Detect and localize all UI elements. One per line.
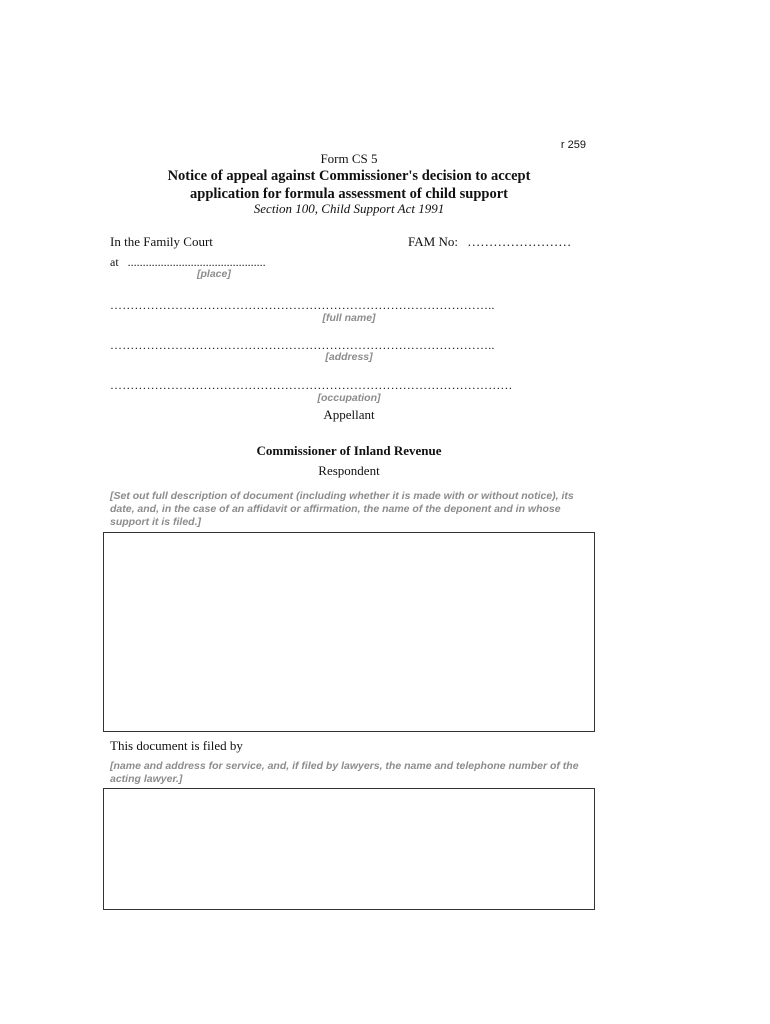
- form-title-line-1: Notice of appeal against Commissioner's decision to accept: [167, 168, 531, 184]
- form-title: [0, 167, 698, 203]
- place-dots[interactable]: ..............................................: [127, 255, 266, 269]
- statute-reference: Section 100, Child Support Act 1991: [253, 201, 445, 216]
- filed-by-box[interactable]: [103, 788, 595, 910]
- respondent-label: Respondent: [318, 463, 380, 478]
- place-field[interactable]: [110, 255, 266, 270]
- full-name-field[interactable]: …………………………………………………………………………………..: [110, 298, 495, 312]
- occupation-field[interactable]: ………………………………………………………………………………………: [110, 378, 513, 392]
- fam-number-label: FAM No:: [408, 234, 458, 249]
- fam-number-value[interactable]: ……………………: [467, 234, 572, 249]
- place-at-label: at: [110, 255, 119, 269]
- respondent-name: Commissioner of Inland Revenue: [256, 443, 442, 458]
- rule-reference: r 259: [560, 139, 586, 151]
- court-label: In the Family Court: [110, 234, 213, 249]
- full-name-hint: [full name]: [322, 312, 376, 324]
- appellant-label: Appellant: [323, 407, 375, 422]
- document-description-instruction: [Set out full description of document (including whether it is made with or without notice), its date, and, in the case of an affidavit or affirmation, the name of the deponent and in whose support it is filed.]: [110, 490, 574, 528]
- address-hint: [address]: [325, 351, 373, 363]
- place-hint: [place]: [197, 268, 231, 280]
- filed-by-label: This document is filed by: [110, 738, 243, 753]
- address-field[interactable]: …………………………………………………………………………………..: [110, 338, 495, 352]
- occupation-hint: [occupation]: [317, 392, 381, 404]
- form-title-line-2: application for formula assessment of child support: [190, 186, 508, 202]
- fam-number-field[interactable]: [408, 234, 571, 250]
- form-number: Form CS 5: [320, 151, 378, 166]
- filed-by-instruction: [name and address for service, and, if filed by lawyers, the name and telephone number of the acting lawyer.]: [110, 760, 579, 785]
- document-description-box[interactable]: [103, 532, 595, 732]
